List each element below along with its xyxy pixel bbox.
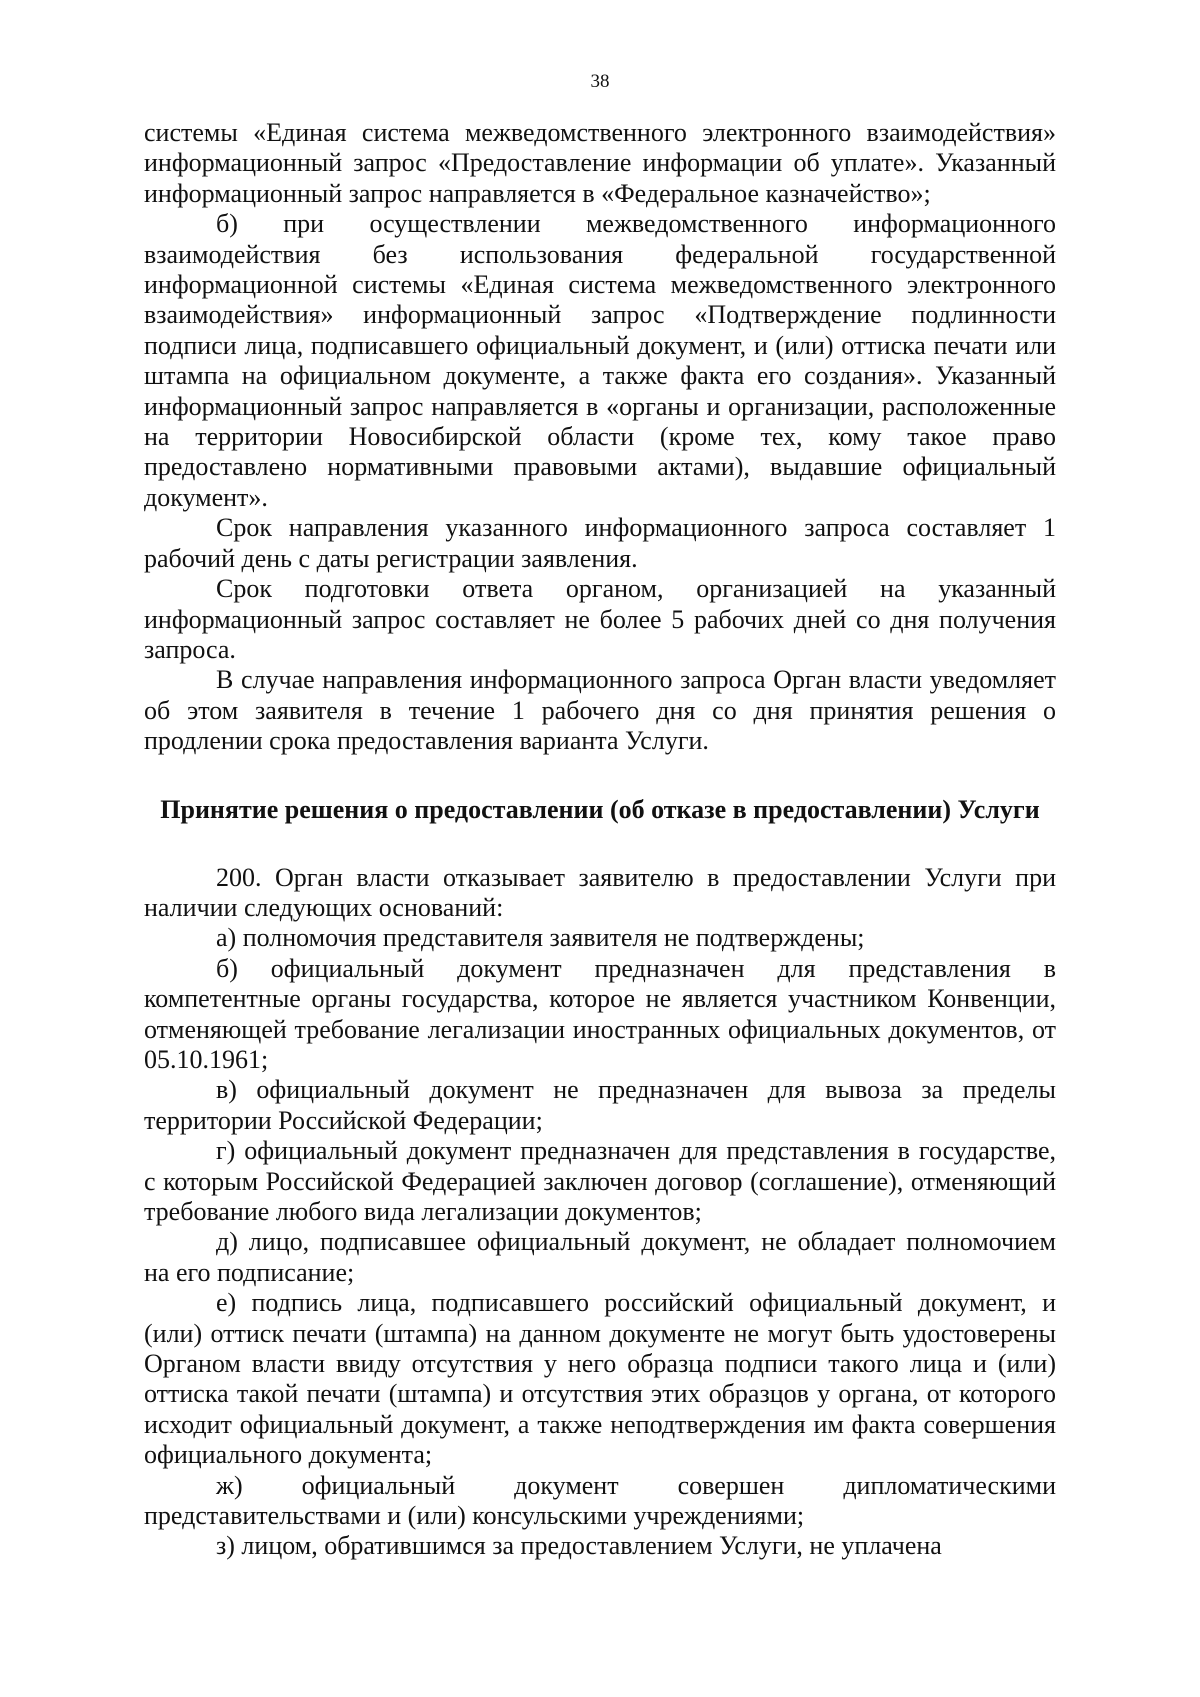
paragraph-response-deadline: Срок подготовки ответа органом, организацией на указанный информационный запрос составляет не более 5 рабочих дней со дня получения запроса. <box>144 574 1056 664</box>
list-item-g: г) официальный документ предназначен для представления в государстве, с которым Российской Федерацией заключен договор (соглашение), отменяющий требование любого вида легализации документов; <box>144 1136 1056 1226</box>
page-number: 38 <box>590 71 610 92</box>
paragraph-item-b: б) при осуществлении межведомственного информационного взаимодействия без использования федеральной государственной информационной системы «Единая система межведомственного электронного взаимодействия» информационный запрос «Подтверждение подлинности подписи лица, подписавшего официальный документ, и (или) оттиска печати или штампа на официальном документе, а также факта его создания». Указанный информационный запрос направляется в «органы и организации, расположенные на территории Новосибирской области (кроме тех, кому такое право предоставлено нормативными правовыми актами), выдавшие официальный документ». <box>144 209 1056 512</box>
list-item-v: в) официальный документ не предназначен для вывоза за пределы территории Российской Федерации; <box>144 1075 1056 1135</box>
document-body <box>144 118 1056 1562</box>
paragraph-200: 200. Орган власти отказывает заявителю в предоставлении Услуги при наличии следующих оснований: <box>144 862 1056 922</box>
section-heading: Принятие решения о предоставлении (об отказе в предоставлении) Услуги <box>160 794 1040 824</box>
paragraph-request-deadline: Срок направления указанного информационного запроса составляет 1 рабочий день с даты регистрации заявления. <box>144 513 1056 573</box>
list-item-zh: ж) официальный документ совершен дипломатическими представительствами и (или) консульскими учреждениями; <box>144 1470 1056 1531</box>
list-item-d: д) лицо, подписавшее официальный документ, не обладает полномочием на его подписание; <box>144 1227 1056 1287</box>
paragraph-continuation: системы «Единая система межведомственного электронного взаимодействия» информационный запрос «Предоставление информации об уплате». Указанный информационный запрос направляется в «Федеральное казначейство»; <box>144 118 1056 208</box>
list-item-z: з) лицом, обратившимся за предоставлением Услуги, не уплачена <box>216 1531 942 1561</box>
list-item-e: е) подпись лица, подписавшего российский официальный документ, и (или) оттиск печати (штампа) на данном документе не могут быть удостоверены Органом власти ввиду отсутствия у него образца подписи такого лица и (или) оттиска такой печати (штампа) и отсутствия этих образцов у органа, от которого исходит официальный документ, а также неподтверждения им факта совершения официального документа; <box>144 1288 1056 1470</box>
list-item-a: а) полномочия представителя заявителя не подтверждены; <box>216 923 865 953</box>
list-item-b: б) официальный документ предназначен для представления в компетентные органы государства, которое не является участником Конвенции, отменяющей требование легализации иностранных официальных документов, от 05.10.1961; <box>144 953 1056 1074</box>
paragraph-notification: В случае направления информационного запроса Орган власти уведомляет об этом заявителя в течение 1 рабочего дня со дня принятия решения о продлении срока предоставления варианта Услуги. <box>144 665 1056 756</box>
